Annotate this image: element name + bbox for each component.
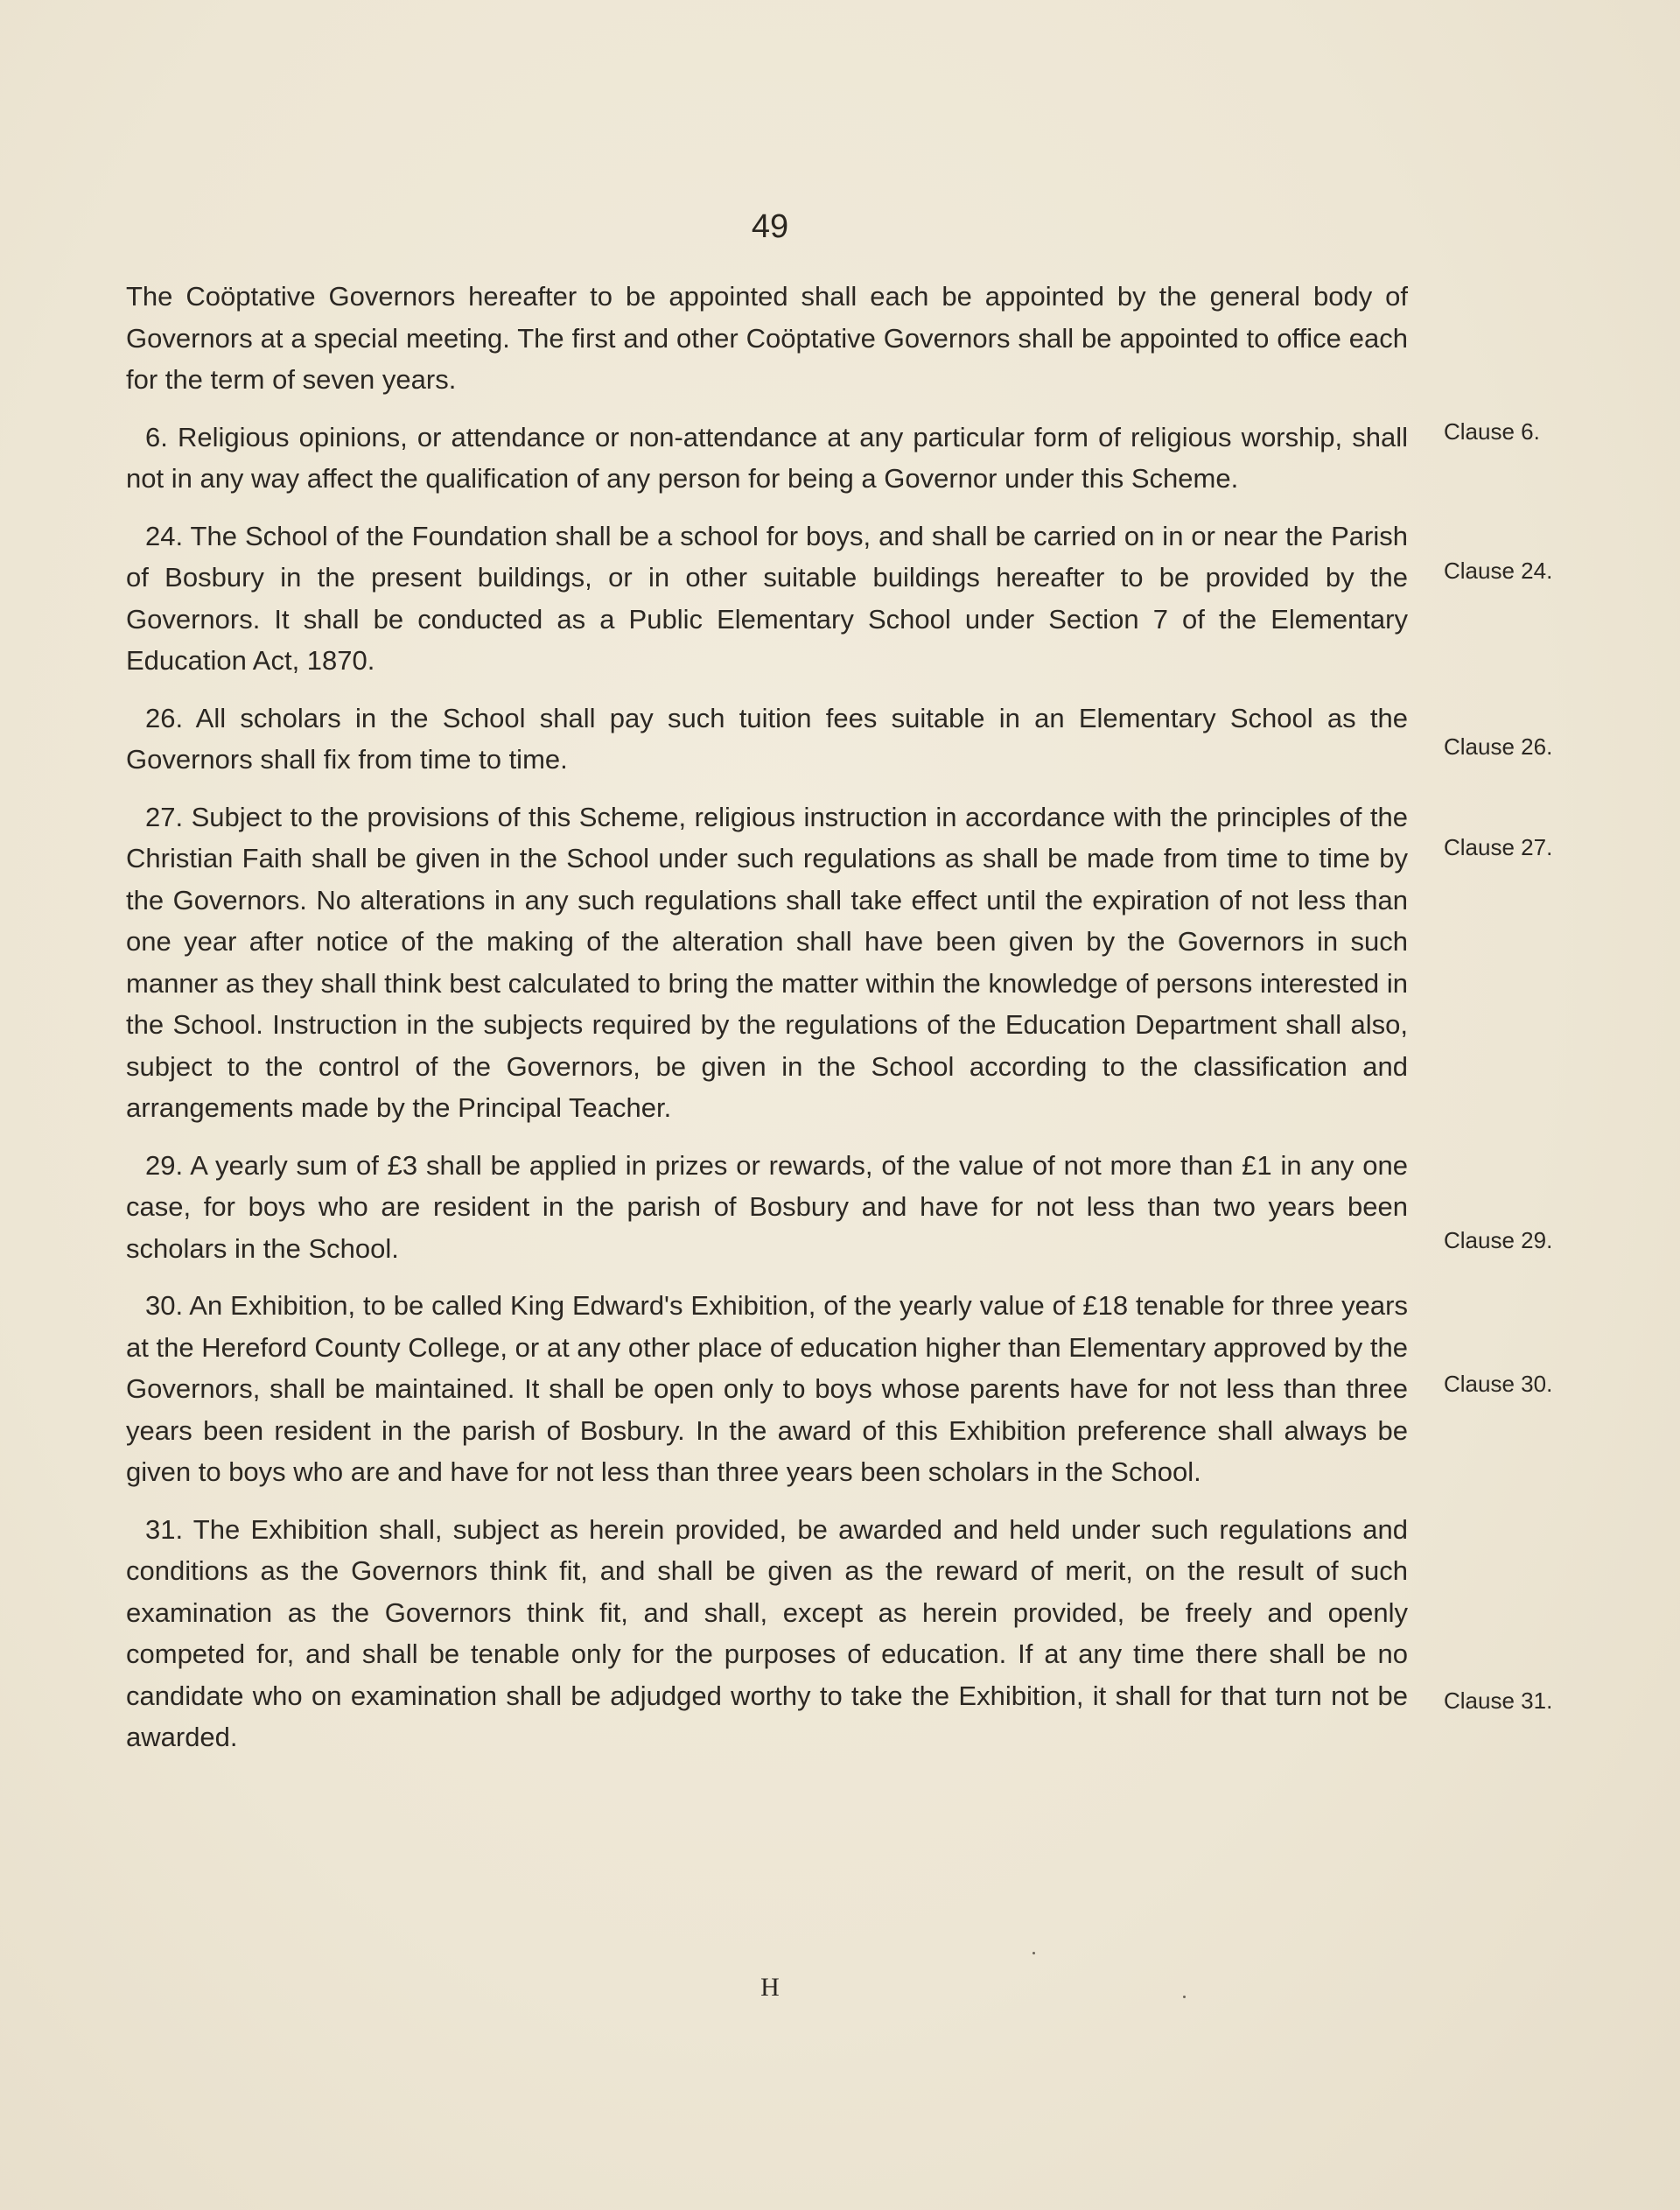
- paper-speck: [1032, 1952, 1035, 1954]
- paragraph-clause-31: 31. The Exhibition shall, subject as herein provided, be awarded and held under such regulations and conditions as the Governors think fit, and shall be given as the reward of merit, on the result of such examination as the Governors think fit, and shall, except as herein provided, be freely and openly competed for, and shall be tenable only for the purposes of education. If at any time there shall be no candidate who on examination shall be adjudged worthy to take the Exhibition, it shall for that turn not be awarded.: [126, 1513, 1408, 1752]
- margin-note-clause-31: Clause 31.: [1444, 1687, 1553, 1714]
- margin-note-clause-30: Clause 30.: [1444, 1371, 1553, 1397]
- paragraph-coopt: The Coöptative Governors hereafter to be appointed shall each be appointed by the general body of Governors at a special meeting. The first and other Coöptative Governors shall be appointed to office each for the term of seven years.: [126, 281, 1408, 395]
- paragraph-clause-29: 29. A yearly sum of £3 shall be applied in prizes or rewards, of the value of not more than £1 in any one case, for boys who are resident in the parish of Bosbury and have for not less than two years been scholars in the School.: [126, 1149, 1408, 1264]
- margin-note-clause-27: Clause 27.: [1444, 834, 1553, 860]
- margin-note-clause-26: Clause 26.: [1444, 733, 1553, 760]
- margin-note-clause-29: Clause 29.: [1444, 1227, 1553, 1253]
- signature-mark: H: [760, 1973, 780, 2002]
- paragraph-clause-27: 27. Subject to the provisions of this Scheme, religious instruction in accordance with the principles of the Christian Faith shall be given in the School under such regulations as shall be made from time to time by the Governors. No alterations in any such regulations shall take effect until the expiration of not less than one year after notice of the making of the alteration shall have been given by the Governors in such manner as they shall think best calculated to bring the matter within the knowledge of persons interested in the School. Instruction in the subjects required by the regulations of the Education Department shall also, subject to the control of the Governors, be given in the School according to the classification and arrangements made by the Principal Teacher.: [126, 801, 1408, 1123]
- paragraph-clause-6: 6. Religious opinions, or attendance or non-attendance at any particular form of religious worship, shall not in any way affect the qualification of any person for being a Governor under this Scheme.: [126, 421, 1408, 494]
- margin-note-clause-6: Clause 6.: [1444, 418, 1540, 445]
- paragraph-clause-26: 26. All scholars in the School shall pay such tuition fees suitable in an Elementary School as the Governors shall fix from time to time.: [126, 702, 1408, 775]
- paragraph-clause-30: 30. An Exhibition, to be called King Edward's Exhibition, of the yearly value of £18 tenable for three years at the Hereford County College, or at any other place of education higher than Elementary approved by the Governors, shall be maintained. It shall be open only to boys whose parents have for not less than three years been resident in the parish of Bosbury. In the award of this Exhibition preference shall always be given to boys who are and have for not less than three years been scholars in the School.: [126, 1290, 1408, 1487]
- page-number: 49: [751, 208, 789, 245]
- body-text: [126, 276, 1408, 1774]
- margin-note-clause-24: Clause 24.: [1444, 558, 1553, 584]
- paper-speck: [1183, 1996, 1186, 1998]
- paragraph-clause-24: 24. The School of the Foundation shall be a school for boys, and shall be carried on in or near the Parish of Bosbury in the present buildings, or in other suitable buildings hereafter to be provided by the Governors. It shall be conducted as a Public Elementary School under Section 7 of the Elementary Education Act, 1870.: [126, 520, 1408, 676]
